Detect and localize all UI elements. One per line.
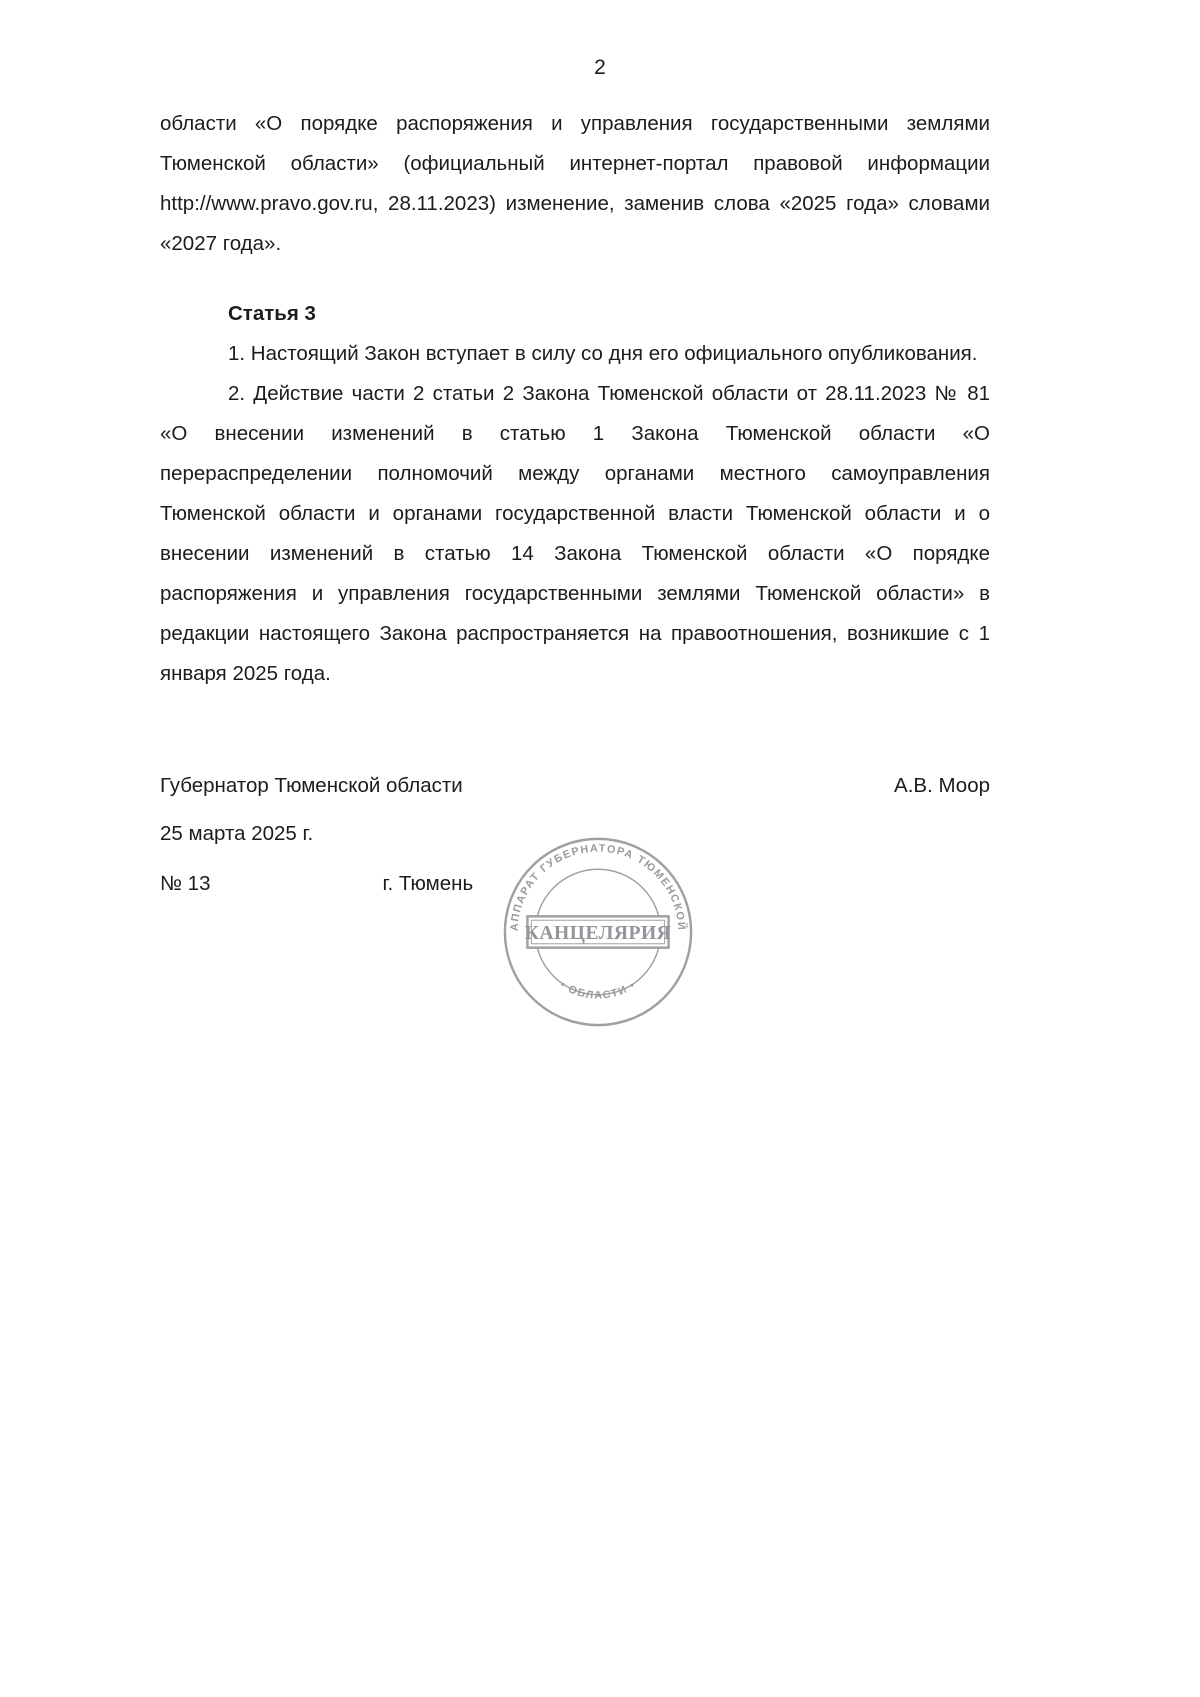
page-number: 2 xyxy=(594,56,606,79)
document-body xyxy=(160,104,990,904)
signature-row-title xyxy=(160,766,990,806)
stamp-ring-text-top: АППАРАТ ГУБЕРНАТОРА ТЮМЕНСКОЙ xyxy=(508,842,688,932)
clause-2-paragraph: 2. Действие части 2 статьи 2 Закона Тюменской области от 28.11.2023 № 81 «О внесении изменений в статью 1 Закона Тюменской области «О перераспределении полномочий между органами местного самоуправления Тюменской области и органами государственной власти Тюменской области и о внесении изменений в статью 14 Закона Тюменской области «О порядке распоряжения и управления государственными землями Тюменской области» в редакции настоящего Закона распространяется на правоотношения, возникшие с 1 января 2025 года. xyxy=(160,382,990,685)
document-number: № 13 xyxy=(160,872,211,895)
clause-1-paragraph: 1. Настоящий Закон вступает в силу со дня его официального опубликования. xyxy=(228,342,978,365)
stamp-center-text: КАНЦЕЛЯРИЯ xyxy=(524,922,672,944)
signer-name: А.В. Моор xyxy=(894,774,990,797)
continuation-paragraph: области «О порядке распоряжения и управления государственными землями Тюменской области» (официальный интернет-портал правовой информации http://www.pravo.gov.ru, 28.11.2023) изменение, заменив слова «2025 года» словами «2027 года». xyxy=(160,112,990,255)
signer-title: Губернатор Тюменской области xyxy=(160,774,463,797)
signature-date: 25 марта 2025 г. xyxy=(160,822,314,845)
stamp-ring-text-bottom: • ОБЛАСТИ • xyxy=(557,978,639,1002)
signature-city: г. Тюмень xyxy=(382,872,474,895)
article-heading: Статья 3 xyxy=(228,302,316,325)
stamp-graphic xyxy=(500,834,696,1030)
chancellery-stamp xyxy=(500,834,696,1030)
